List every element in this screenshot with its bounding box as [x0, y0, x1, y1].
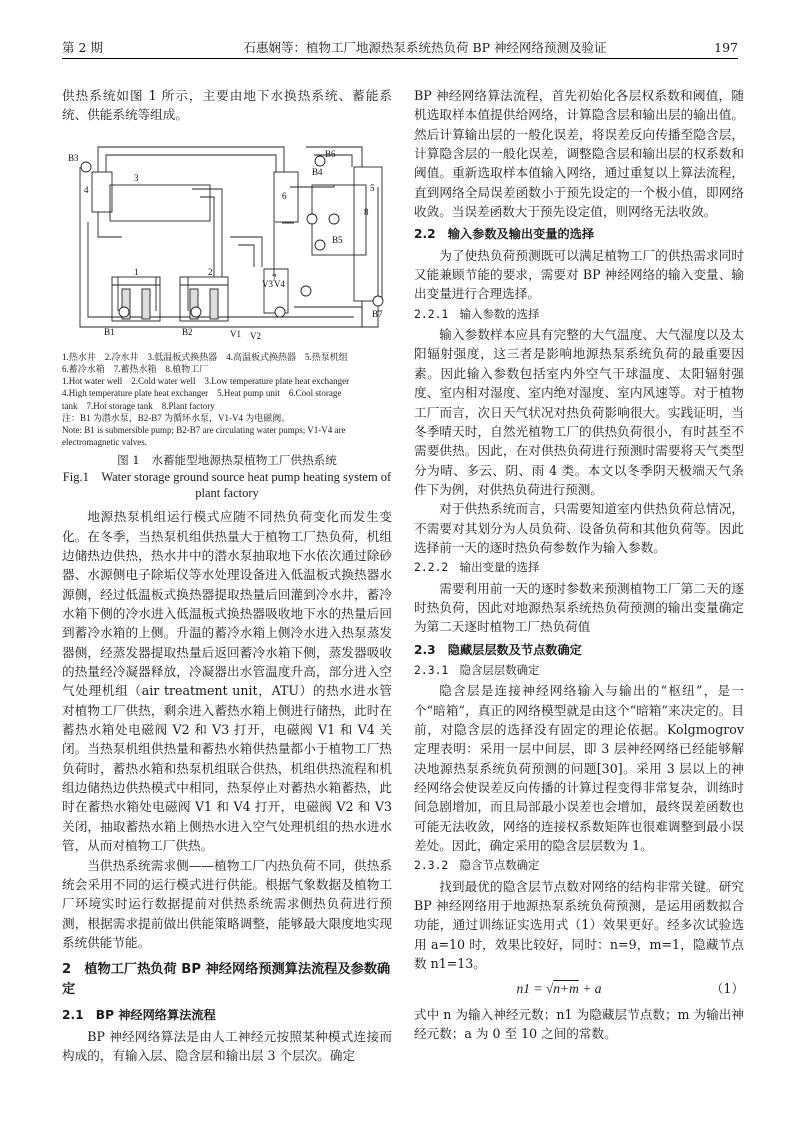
running-header [62, 36, 738, 59]
pump-icon [275, 307, 285, 317]
label-2: 2 [208, 266, 213, 277]
system-diagram [62, 127, 392, 349]
label-v3: V3 [262, 278, 273, 289]
subsubsection-heading: 2.2.1 输入参数的选择 [414, 306, 540, 321]
page-number: 197 [714, 39, 738, 55]
legend-en-3: tank 7.Hot storage tank 8.Plant factory [62, 400, 215, 411]
paragraph: 找到最优的隐含层节点数对网络的结构非常关键。研究 BP 神经网络用于地源热泵系统负荷预测，是运用函数拟合功能，通过训练证实选用式（1）效果更好。经多次试验选用 a=10 时，效果比较好，同时：n=9，m=1，隐藏节点数 n1=13。 [414, 878, 744, 972]
label-1: 1 [134, 266, 139, 277]
label-3: 3 [134, 172, 139, 183]
paragraph: 需要利用前一天的逐时参数来预测植物工厂第二天的逐时热负荷，因此对地源热泵系统热负荷预测的输出变量确定为第二天逐时植物工厂热负荷值 [414, 580, 744, 635]
subsubsection-heading: 2.2.2 输出变量的选择 [414, 560, 540, 575]
section-heading: 2 植物工厂热负荷 BP 神经网络预测算法流程及参数确定 [62, 962, 391, 998]
right-column [414, 86, 744, 1044]
equation-number: （1） [710, 981, 744, 997]
legend-zh-2: 6.蓄冷水箱 7.蓄热水箱 8.植物工厂 [62, 363, 209, 374]
pump-icon [191, 307, 201, 317]
paragraph: 地源热泵机组运行模式应随不同热负荷变化而发生变化。在冬季，当热泵机组供热量大于植物工厂热负荷，机组边储热边供热，热水井中的潜水泵抽取地下水依次通过除砂器、水源侧电子除垢仪等水处理设备进入低温板式换热器水源侧，经过低温板式换热器提取热量后回灌到冷水井，蓄冷水箱下侧的冷水进入低温板式换热器吸收地下水的热量后回到蓄冷水箱的上侧。升温的蓄冷水箱上侧冷水进入热泵蒸发器侧，经蒸发器提取热量后返回蓄冷水箱下侧，蒸发器吸收的热量经冷凝器释放，冷凝器出水管温度升高，部分进入空气处理机组（air treatment unit，ATU）的热水进水管对植物工厂供热，剩余进入蓄热水箱上侧进行储热，此时在蓄热水箱处电磁阀 V2 和 V3 打开，电磁阀 V1 和 V4 关闭。当热泵机组供热量和蓄热水箱供热量都小于植物工厂热负荷时，蓄热水箱和热泵机组联合供热，机组供热流程和机组边储热边供热模式中相同，热泵停止对蓄热水箱蓄热，此时在蓄热水箱处电磁阀 V1 和 V4 打开，电磁阀 V2 和 V3 关闭，抽取蓄热水箱上侧热水进入空气处理机组的热水进水管，从而对植物工厂供热。 [62, 509, 392, 854]
label-7: 7 [272, 272, 277, 283]
radicand: n+m [553, 981, 579, 997]
pump-icon [373, 296, 383, 306]
label-b6: B6 [325, 148, 336, 159]
pump-icon [315, 240, 325, 250]
paragraph: 为了使热负荷预测既可以满足植物工厂的供热需求同时又能兼顾节能的要求，需要对 BP 神经网络的输入变量、输出变量进行合理选择。 [414, 247, 744, 302]
paragraph: 式中 n 为输入神经元数；n1 为隐藏层节点数；m 为输出神经元数；a 为 0 至 10 之间的常数。 [414, 1006, 744, 1042]
issue-number: 第 2 期 [62, 40, 103, 55]
pump-icon [307, 214, 317, 224]
label-5: 5 [370, 182, 375, 193]
label-b2: B2 [182, 326, 193, 337]
label-4: 4 [84, 184, 89, 195]
hot-plate-exchanger [92, 172, 112, 212]
paragraph: BP 神经网络算法是由人工神经元按照某种模式连接而构成的，有输入层、隐含层和输出层 3 个层次。确定 [62, 1028, 392, 1063]
legend-en-2: 4.High temperature plate heat exchanger 5.Heat pump unit 6.Cool storage [62, 388, 342, 399]
pump-icon [329, 214, 339, 224]
pump-icon [81, 162, 91, 172]
label-8: 8 [364, 206, 369, 217]
paragraph: 当供热系统需求侧——植物工厂内热负荷不同，供热系统会采用不同的运行模式进行供能。根据气象数据及植物工厂环境实时运行数据提前对供热系统需求侧热负荷进行预测，根据需求提前做出供能策略调整，能够最大限度地实现系统供能节能。 [62, 857, 392, 950]
subsection-heading: 2.1 BP 神经网络算法流程 [62, 1008, 216, 1023]
label-v2: V2 [250, 330, 261, 341]
label-b5: B5 [332, 234, 343, 245]
intro-paragraph: 供热系统如图 1 所示，主要由地下水换热系统、蓄能系统、供能系统等组成。 [62, 88, 392, 123]
figure-legend [62, 351, 392, 449]
legend-note-zh: 注：B1 为潜水泵，B2-B7 为循环水泵，V1-V4 为电磁阀。 [62, 412, 291, 423]
legend-en-1: 1.Hot water well 2.Cold water well 3.Low temperature plate heat exchanger [62, 376, 350, 387]
pump-icon [119, 307, 129, 317]
label-b1: B1 [104, 326, 115, 337]
equation-1 [414, 979, 744, 998]
low-temp-plate-exchanger [110, 185, 210, 221]
label-6: 6 [282, 190, 287, 201]
paragraph: 对于供热系统而言，只需要知道室内供热负荷总情况，不需要对其划分为人员负荷、设备负荷和其他负荷等。因此选择前一天的逐时热负荷参数作为输入参数。 [414, 501, 744, 555]
label-b3: B3 [68, 152, 79, 163]
label-b4: B4 [312, 166, 323, 177]
subsection-heading: 2.2 输入参数及输出变量的选择 [414, 227, 595, 242]
legend-zh-1: 1.热水井 2.冷水井 3.低温板式换热器 4.高温板式换热器 5.热泵机组 [62, 351, 348, 362]
pump-icon [301, 286, 311, 296]
label-b7: B7 [372, 308, 383, 319]
equation-tail: + a [578, 981, 602, 997]
sqrt-symbol: √ [545, 981, 554, 997]
equation-lhs: n1 = [516, 981, 546, 997]
subsection-heading: 2.3 隐藏层层数及节点数确定 [414, 642, 582, 657]
caption-zh: 图 1 水蓄能型地源热泵植物工厂供热系统 [117, 453, 337, 468]
label-v1: V1 [230, 328, 241, 339]
figure-caption [62, 452, 392, 501]
paragraph: 隐含层是连接神经网络输入与输出的“枢纽”，是一个“暗箱”，真正的网络模型就是由这个“暗箱”来决定的。目前，对隐含层的选择没有固定的理论依据。Kolgmogrov 定理表明：采用一层中间层，即 3 层神经网络已经能够解决地源热泵系统负荷预测的问题[30]。采用 3 层以上的神经网络会使误差反向传播的计算过程变得非常复杂，训练时间急剧增加，而且局部最小误差也会增加，最终误差函数也可能无法收敛，网络的连接权系数矩阵也很难调整到最小误差处。因此，确定采用的隐含层层数为 1。 [414, 683, 744, 854]
paragraph: BP 神经网络算法流程，首先初始化各层权系数和阈值，随机选取样本值提供给网络，计算隐含层和输出层的输出值。然后计算输出层的一般化误差，将误差反向传播至隐含层，计算隐含层的一般化误差，调整隐含层和输出层的权系数和阈值。重新选取样本值输入网络，通过重复以上算法流程，直到网络全局误差函数小于预先设定的一个极小值，即网络收敛。当误差函数大于预先设定值，则网络无法收敛。 [414, 88, 744, 220]
cold-water-well [180, 277, 228, 321]
equation-body [414, 979, 704, 998]
caption-en: Fig.1 Water storage ground source heat pump heating system of plant factory [62, 470, 392, 501]
pump-icon [315, 156, 325, 166]
left-column [62, 86, 392, 1065]
system-diagram-svg [62, 127, 392, 349]
subsubsection-heading: 2.3.1 隐含层层数确定 [414, 662, 540, 677]
running-title: 石惠娴等：植物工厂地源热泵系统热负荷 BP 神经网络预测及验证 [243, 40, 607, 55]
paragraph: 输入参数样本应具有完整的大气温度、大气湿度以及太阳辐射强度，这三者是影响地源热泵系统负荷的最重要因素。因此输入参数包括室内外空气干球温度、太阳辐射强度、室内相对湿度、室内绝对湿度、室内风速等。对于植物工厂而言，次日天气状况对热负荷影响很大。实践证明，当冬季晴天时，自然光植物工厂的供热负荷很小，有时甚至不需要供热。因此，在对供热负荷进行预测时需要将天气类型分为晴、多云、阴、雨 4 类。本文以冬季阴天极端天气条件下为例，对供热负荷进行预测。 [414, 327, 744, 497]
subsubsection-heading: 2.3.2 隐含节点数确定 [414, 858, 540, 873]
diagram-labels [68, 149, 383, 341]
legend-note-en: Note: B1 is submersible pump; B2-B7 are circulating water pumps; V1-V4 are electromagnetic valves. [62, 424, 346, 448]
label-v4: V4 [274, 278, 285, 289]
